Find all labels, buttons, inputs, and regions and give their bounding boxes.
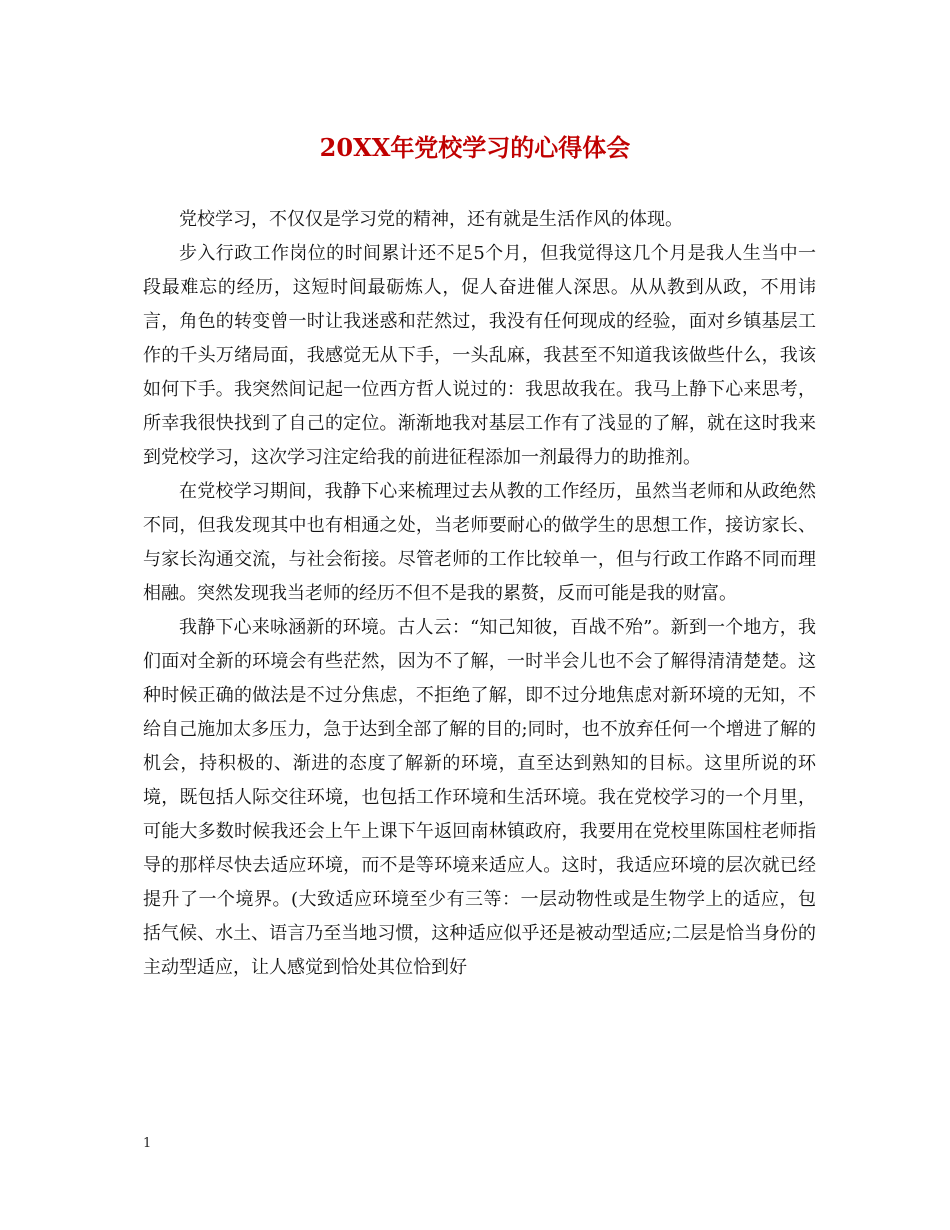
paragraph-1: 党校学习，不仅仅是学习党的精神，还有就是生活作风的体现。	[179, 209, 683, 230]
document-body	[143, 203, 816, 985]
paragraph-3: 在党校学习期间，我静下心来梳理过去从教的工作经历，虽然当老师和从政绝然不同，但我发现其中也有相通之处，当老师要耐心的做学生的思想工作，接访家长、与家长沟通交流，与社会衔接。尽管老师的工作比较单一，但与行政工作路不同而理相融。突然发现我当老师的经历不但不是我的累赘，反而可能是我的财富。	[143, 481, 816, 604]
page-number: 1	[143, 1136, 152, 1151]
paragraph-2: 步入行政工作岗位的时间累计还不足5个月，但我觉得这几个月是我人生当中一段最难忘的经历，这短时间最砺炼人，促人奋进催人深思。从从教到从政，不用讳言，角色的转变曾一时让我迷惑和茫然过，我没有任何现成的经验，面对乡镇基层工作的千头万绪局面，我感觉无从下手，一头乱麻，我甚至不知道我该做些什么，我该如何下手。我突然间记起一位西方哲人说过的：我思故我在。我马上静下心来思考，所幸我很快找到了自己的定位。渐渐地我对基层工作有了浅显的了解，就在这时我来到党校学习，这次学习注定给我的前进征程添加一剂最得力的助推剂。	[143, 243, 816, 468]
paragraph-4: 我静下心来咏涵新的环境。古人云：“知己知彼，百战不殆”。新到一个地方，我们面对全新的环境会有些茫然，因为不了解，一时半会儿也不会了解得清清楚楚。这种时候正确的做法是不过分焦虑，不拒绝了解，即不过分地焦虑对新环境的无知，不给自己施加太多压力，急于达到全部了解的目的;同时，也不放弃任何一个增进了解的机会，持积极的、渐进的态度了解新的环境，直至达到熟知的目标。这里所说的环境，既包括人际交往环境，也包括工作环境和生活环境。我在党校学习的一个月里，可能大多数时候我还会上午上课下午返回南林镇政府，我要用在党校里陈国柱老师指导的那样尽快去适应环境，而不是等环境来适应人。这时，我适应环境的层次就已经提升了一个境界。(大致适应环境至少有三等：一层动物性或是生物学上的适应，包括气候、水土、语言乃至当地习惯，这种适应似乎还是被动型适应;二层是恰当身份的主动型适应，让人感觉到恰处其位恰到好	[143, 617, 816, 978]
document-title: 20XX年党校学习的心得体会	[319, 133, 631, 162]
